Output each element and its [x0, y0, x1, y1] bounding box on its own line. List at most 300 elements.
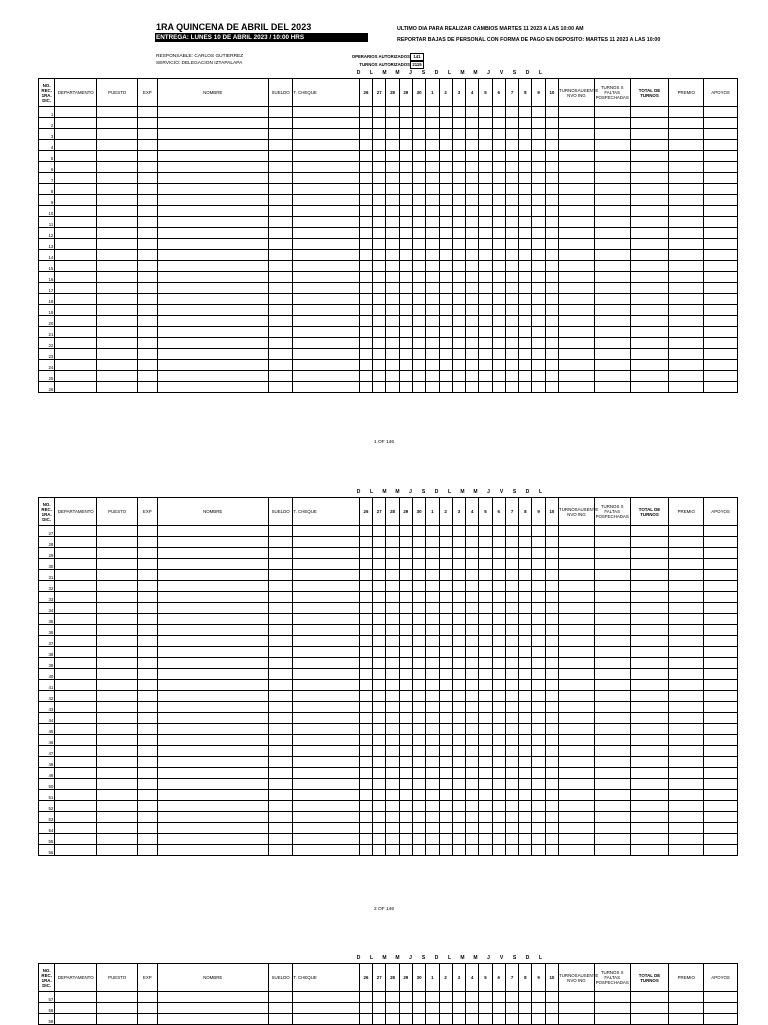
table-cell[interactable] [452, 327, 465, 338]
table-cell[interactable] [704, 283, 738, 294]
table-cell[interactable] [545, 327, 558, 338]
table-cell[interactable] [704, 614, 738, 625]
table-cell[interactable] [594, 206, 630, 217]
table-cell[interactable] [373, 1003, 386, 1014]
table-cell[interactable] [519, 173, 532, 184]
table-cell[interactable] [412, 702, 425, 713]
table-cell[interactable] [439, 636, 452, 647]
table-cell[interactable] [704, 625, 738, 636]
table-cell[interactable] [97, 603, 138, 614]
table-cell[interactable] [439, 823, 452, 834]
table-cell[interactable] [399, 790, 412, 801]
table-cell[interactable] [630, 206, 669, 217]
table-cell[interactable] [466, 184, 479, 195]
table-cell[interactable] [268, 746, 293, 757]
table-cell[interactable] [138, 768, 157, 779]
table-cell[interactable] [630, 845, 669, 856]
table-cell[interactable] [505, 702, 518, 713]
table-cell[interactable] [359, 349, 372, 360]
table-cell[interactable] [293, 592, 359, 603]
table-cell[interactable] [532, 327, 545, 338]
table-cell[interactable] [386, 195, 399, 206]
table-cell[interactable] [157, 559, 268, 570]
table-cell[interactable] [479, 592, 492, 603]
table-cell[interactable] [426, 592, 439, 603]
table-cell[interactable] [293, 118, 359, 129]
table-cell[interactable] [704, 812, 738, 823]
table-cell[interactable] [559, 570, 595, 581]
table-cell[interactable] [545, 261, 558, 272]
table-cell[interactable] [426, 581, 439, 592]
table-cell[interactable] [466, 206, 479, 217]
table-cell[interactable] [138, 217, 157, 228]
table-cell[interactable] [412, 206, 425, 217]
table-cell[interactable] [630, 779, 669, 790]
table-cell[interactable] [359, 206, 372, 217]
table-cell[interactable] [373, 184, 386, 195]
table-cell[interactable] [359, 526, 372, 537]
table-cell[interactable] [138, 614, 157, 625]
table-cell[interactable] [479, 768, 492, 779]
table-cell[interactable] [519, 107, 532, 118]
table-cell[interactable] [559, 779, 595, 790]
table-cell[interactable] [669, 658, 704, 669]
table-cell[interactable] [373, 382, 386, 393]
table-cell[interactable] [532, 713, 545, 724]
table-cell[interactable] [373, 746, 386, 757]
table-cell[interactable] [412, 107, 425, 118]
table-cell[interactable] [373, 118, 386, 129]
table-cell[interactable] [479, 140, 492, 151]
table-cell[interactable] [426, 206, 439, 217]
table-cell[interactable] [704, 162, 738, 173]
table-cell[interactable] [268, 625, 293, 636]
table-cell[interactable] [293, 570, 359, 581]
table-cell[interactable] [519, 305, 532, 316]
table-cell[interactable] [293, 250, 359, 261]
table-cell[interactable] [268, 250, 293, 261]
table-cell[interactable] [359, 790, 372, 801]
table-cell[interactable] [594, 658, 630, 669]
table-cell[interactable] [373, 349, 386, 360]
table-cell[interactable] [386, 537, 399, 548]
table-cell[interactable] [359, 992, 372, 1003]
table-cell[interactable] [559, 702, 595, 713]
table-cell[interactable] [594, 581, 630, 592]
table-cell[interactable] [138, 360, 157, 371]
table-cell[interactable] [55, 206, 97, 217]
table-cell[interactable] [505, 559, 518, 570]
table-cell[interactable] [412, 812, 425, 823]
table-cell[interactable] [157, 173, 268, 184]
table-cell[interactable] [97, 559, 138, 570]
table-cell[interactable] [704, 305, 738, 316]
table-cell[interactable] [669, 283, 704, 294]
table-cell[interactable] [492, 537, 505, 548]
table-cell[interactable] [492, 614, 505, 625]
table-cell[interactable] [594, 834, 630, 845]
table-cell[interactable] [532, 581, 545, 592]
table-cell[interactable] [704, 184, 738, 195]
table-cell[interactable] [466, 834, 479, 845]
table-cell[interactable] [138, 305, 157, 316]
table-cell[interactable] [426, 845, 439, 856]
table-cell[interactable] [293, 702, 359, 713]
table-cell[interactable] [545, 360, 558, 371]
table-cell[interactable] [519, 360, 532, 371]
table-cell[interactable] [439, 537, 452, 548]
table-cell[interactable] [519, 283, 532, 294]
table-cell[interactable] [97, 371, 138, 382]
table-cell[interactable] [452, 845, 465, 856]
table-cell[interactable] [669, 647, 704, 658]
table-cell[interactable] [373, 636, 386, 647]
table-cell[interactable] [532, 283, 545, 294]
table-cell[interactable] [293, 1003, 359, 1014]
table-cell[interactable] [373, 757, 386, 768]
table-cell[interactable] [479, 559, 492, 570]
table-cell[interactable] [293, 283, 359, 294]
table-cell[interactable] [426, 349, 439, 360]
table-cell[interactable] [519, 1003, 532, 1014]
table-cell[interactable] [55, 592, 97, 603]
table-cell[interactable] [439, 184, 452, 195]
table-cell[interactable] [452, 790, 465, 801]
table-cell[interactable] [630, 625, 669, 636]
table-cell[interactable] [519, 614, 532, 625]
table-cell[interactable] [412, 195, 425, 206]
table-cell[interactable] [386, 713, 399, 724]
table-cell[interactable] [268, 360, 293, 371]
table-cell[interactable] [386, 162, 399, 173]
table-cell[interactable] [594, 107, 630, 118]
table-cell[interactable] [399, 570, 412, 581]
table-cell[interactable] [452, 559, 465, 570]
table-cell[interactable] [492, 239, 505, 250]
table-cell[interactable] [426, 746, 439, 757]
table-cell[interactable] [559, 680, 595, 691]
table-cell[interactable] [669, 636, 704, 647]
table-cell[interactable] [386, 658, 399, 669]
table-cell[interactable] [55, 338, 97, 349]
table-cell[interactable] [452, 570, 465, 581]
table-cell[interactable] [492, 526, 505, 537]
table-cell[interactable] [386, 724, 399, 735]
table-cell[interactable] [559, 129, 595, 140]
table-cell[interactable] [559, 261, 595, 272]
table-cell[interactable] [452, 691, 465, 702]
table-cell[interactable] [466, 812, 479, 823]
table-cell[interactable] [138, 107, 157, 118]
table-cell[interactable] [399, 206, 412, 217]
table-cell[interactable] [359, 305, 372, 316]
table-cell[interactable] [97, 272, 138, 283]
table-cell[interactable] [97, 548, 138, 559]
table-cell[interactable] [157, 250, 268, 261]
table-cell[interactable] [268, 206, 293, 217]
table-cell[interactable] [359, 779, 372, 790]
table-cell[interactable] [704, 845, 738, 856]
table-cell[interactable] [452, 283, 465, 294]
table-cell[interactable] [630, 548, 669, 559]
table-cell[interactable] [704, 526, 738, 537]
table-cell[interactable] [505, 746, 518, 757]
table-cell[interactable] [386, 526, 399, 537]
table-cell[interactable] [373, 316, 386, 327]
table-cell[interactable] [669, 118, 704, 129]
table-cell[interactable] [545, 140, 558, 151]
table-cell[interactable] [505, 658, 518, 669]
table-cell[interactable] [594, 140, 630, 151]
table-cell[interactable] [412, 217, 425, 228]
table-cell[interactable] [97, 801, 138, 812]
table-cell[interactable] [399, 151, 412, 162]
table-cell[interactable] [479, 581, 492, 592]
table-cell[interactable] [479, 195, 492, 206]
table-cell[interactable] [466, 338, 479, 349]
table-cell[interactable] [519, 151, 532, 162]
table-cell[interactable] [452, 636, 465, 647]
table-cell[interactable] [426, 559, 439, 570]
table-cell[interactable] [373, 691, 386, 702]
table-cell[interactable] [505, 526, 518, 537]
table-cell[interactable] [545, 151, 558, 162]
table-cell[interactable] [669, 845, 704, 856]
table-cell[interactable] [669, 680, 704, 691]
table-cell[interactable] [439, 294, 452, 305]
table-cell[interactable] [492, 173, 505, 184]
table-cell[interactable] [505, 735, 518, 746]
table-cell[interactable] [293, 992, 359, 1003]
table-cell[interactable] [412, 548, 425, 559]
table-cell[interactable] [55, 757, 97, 768]
table-cell[interactable] [399, 669, 412, 680]
table-cell[interactable] [293, 327, 359, 338]
table-cell[interactable] [545, 1003, 558, 1014]
table-cell[interactable] [439, 107, 452, 118]
table-cell[interactable] [293, 537, 359, 548]
table-cell[interactable] [55, 305, 97, 316]
table-cell[interactable] [268, 845, 293, 856]
table-cell[interactable] [519, 790, 532, 801]
table-cell[interactable] [55, 614, 97, 625]
table-cell[interactable] [545, 537, 558, 548]
table-cell[interactable] [505, 823, 518, 834]
table-cell[interactable] [439, 305, 452, 316]
table-cell[interactable] [426, 669, 439, 680]
table-cell[interactable] [138, 162, 157, 173]
table-cell[interactable] [492, 217, 505, 228]
table-cell[interactable] [479, 272, 492, 283]
table-cell[interactable] [426, 360, 439, 371]
table-cell[interactable] [373, 217, 386, 228]
table-cell[interactable] [545, 283, 558, 294]
table-cell[interactable] [157, 294, 268, 305]
table-cell[interactable] [412, 228, 425, 239]
table-cell[interactable] [532, 570, 545, 581]
table-cell[interactable] [532, 294, 545, 305]
table-cell[interactable] [399, 327, 412, 338]
table-cell[interactable] [268, 779, 293, 790]
table-cell[interactable] [669, 992, 704, 1003]
table-cell[interactable] [138, 294, 157, 305]
table-cell[interactable] [545, 724, 558, 735]
table-cell[interactable] [594, 992, 630, 1003]
table-cell[interactable] [452, 592, 465, 603]
table-cell[interactable] [519, 680, 532, 691]
table-cell[interactable] [545, 184, 558, 195]
table-cell[interactable] [293, 735, 359, 746]
table-cell[interactable] [452, 779, 465, 790]
table-cell[interactable] [669, 107, 704, 118]
table-cell[interactable] [97, 779, 138, 790]
table-cell[interactable] [399, 360, 412, 371]
table-cell[interactable] [157, 801, 268, 812]
table-cell[interactable] [157, 118, 268, 129]
table-cell[interactable] [412, 614, 425, 625]
table-cell[interactable] [545, 294, 558, 305]
table-cell[interactable] [426, 691, 439, 702]
table-cell[interactable] [532, 559, 545, 570]
table-cell[interactable] [594, 327, 630, 338]
table-cell[interactable] [452, 735, 465, 746]
table-cell[interactable] [532, 107, 545, 118]
table-cell[interactable] [479, 338, 492, 349]
table-cell[interactable] [532, 140, 545, 151]
table-cell[interactable] [630, 559, 669, 570]
table-cell[interactable] [386, 779, 399, 790]
table-cell[interactable] [545, 349, 558, 360]
table-cell[interactable] [359, 845, 372, 856]
table-cell[interactable] [466, 283, 479, 294]
table-cell[interactable] [55, 228, 97, 239]
table-cell[interactable] [138, 371, 157, 382]
table-cell[interactable] [505, 779, 518, 790]
table-cell[interactable] [439, 272, 452, 283]
table-cell[interactable] [55, 316, 97, 327]
table-cell[interactable] [157, 702, 268, 713]
table-cell[interactable] [399, 724, 412, 735]
table-cell[interactable] [594, 239, 630, 250]
table-cell[interactable] [630, 614, 669, 625]
table-cell[interactable] [532, 250, 545, 261]
table-cell[interactable] [157, 140, 268, 151]
table-cell[interactable] [630, 691, 669, 702]
table-cell[interactable] [519, 581, 532, 592]
table-cell[interactable] [669, 790, 704, 801]
table-cell[interactable] [559, 217, 595, 228]
table-cell[interactable] [532, 724, 545, 735]
table-cell[interactable] [138, 228, 157, 239]
table-cell[interactable] [505, 184, 518, 195]
table-cell[interactable] [399, 283, 412, 294]
table-cell[interactable] [268, 603, 293, 614]
table-cell[interactable] [399, 713, 412, 724]
table-cell[interactable] [704, 790, 738, 801]
table-cell[interactable] [399, 1014, 412, 1025]
table-cell[interactable] [492, 713, 505, 724]
table-cell[interactable] [545, 592, 558, 603]
table-cell[interactable] [669, 735, 704, 746]
table-cell[interactable] [386, 272, 399, 283]
table-cell[interactable] [386, 316, 399, 327]
table-cell[interactable] [519, 526, 532, 537]
table-cell[interactable] [532, 790, 545, 801]
table-cell[interactable] [479, 239, 492, 250]
table-cell[interactable] [138, 316, 157, 327]
table-cell[interactable] [466, 823, 479, 834]
table-cell[interactable] [505, 992, 518, 1003]
table-cell[interactable] [157, 834, 268, 845]
table-cell[interactable] [466, 162, 479, 173]
table-cell[interactable] [532, 680, 545, 691]
table-cell[interactable] [373, 779, 386, 790]
table-cell[interactable] [138, 338, 157, 349]
table-cell[interactable] [492, 636, 505, 647]
table-cell[interactable] [519, 140, 532, 151]
table-cell[interactable] [359, 371, 372, 382]
table-cell[interactable] [55, 195, 97, 206]
table-cell[interactable] [704, 768, 738, 779]
table-cell[interactable] [452, 548, 465, 559]
table-cell[interactable] [505, 537, 518, 548]
table-cell[interactable] [373, 305, 386, 316]
table-cell[interactable] [559, 669, 595, 680]
table-cell[interactable] [359, 294, 372, 305]
table-cell[interactable] [594, 162, 630, 173]
table-cell[interactable] [669, 173, 704, 184]
table-cell[interactable] [669, 228, 704, 239]
table-cell[interactable] [426, 338, 439, 349]
table-cell[interactable] [492, 107, 505, 118]
table-cell[interactable] [479, 834, 492, 845]
table-cell[interactable] [97, 834, 138, 845]
table-cell[interactable] [704, 834, 738, 845]
table-cell[interactable] [412, 801, 425, 812]
table-cell[interactable] [519, 592, 532, 603]
table-cell[interactable] [704, 702, 738, 713]
table-cell[interactable] [704, 294, 738, 305]
table-cell[interactable] [532, 526, 545, 537]
table-cell[interactable] [373, 526, 386, 537]
table-cell[interactable] [559, 338, 595, 349]
table-cell[interactable] [268, 834, 293, 845]
table-cell[interactable] [545, 548, 558, 559]
table-cell[interactable] [704, 382, 738, 393]
table-cell[interactable] [412, 338, 425, 349]
table-cell[interactable] [452, 217, 465, 228]
table-cell[interactable] [492, 195, 505, 206]
table-cell[interactable] [399, 272, 412, 283]
table-cell[interactable] [399, 691, 412, 702]
table-cell[interactable] [55, 129, 97, 140]
table-cell[interactable] [373, 537, 386, 548]
table-cell[interactable] [359, 801, 372, 812]
table-cell[interactable] [55, 724, 97, 735]
table-cell[interactable] [293, 625, 359, 636]
table-cell[interactable] [545, 581, 558, 592]
table-cell[interactable] [426, 702, 439, 713]
table-cell[interactable] [268, 140, 293, 151]
table-cell[interactable] [630, 371, 669, 382]
table-cell[interactable] [594, 537, 630, 548]
table-cell[interactable] [359, 746, 372, 757]
table-cell[interactable] [559, 1003, 595, 1014]
table-cell[interactable] [532, 360, 545, 371]
table-cell[interactable] [704, 735, 738, 746]
table-cell[interactable] [669, 702, 704, 713]
table-cell[interactable] [532, 625, 545, 636]
